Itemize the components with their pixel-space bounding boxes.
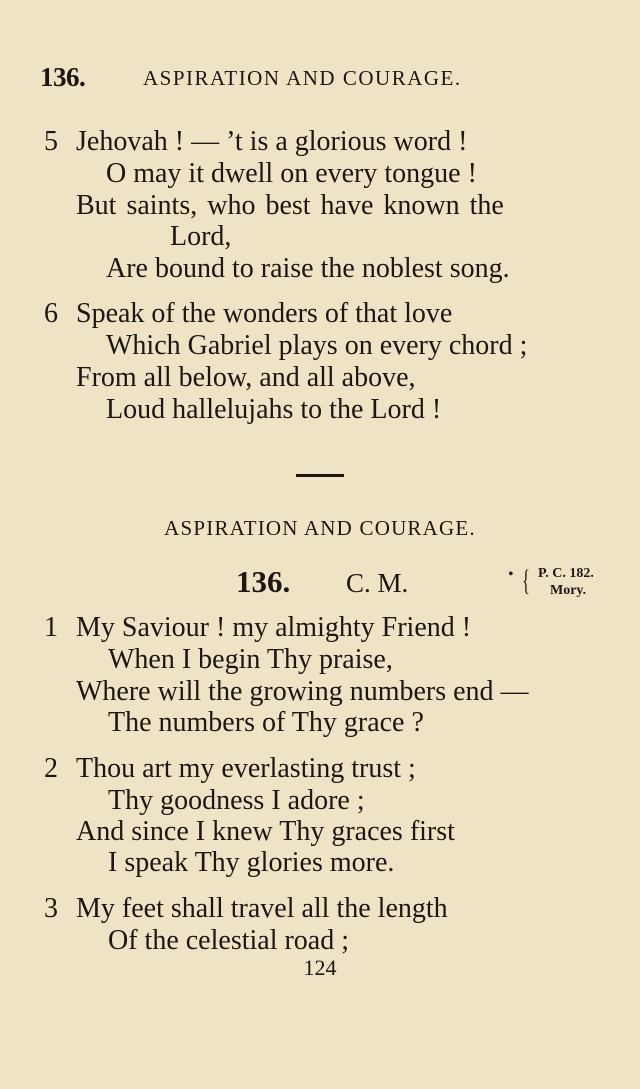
tune-ref-brace: { (522, 564, 530, 597)
section-title: ASPIRATION AND COURAGE. (164, 516, 476, 540)
verse-line: But saints, who best have known the (76, 190, 504, 221)
verse-line: The numbers of Thy grace ? (108, 707, 424, 738)
hymn-number: 136. (236, 564, 291, 599)
hymn-meter: C. M. (346, 568, 409, 598)
verse-line: And since I knew Thy graces first (76, 816, 455, 847)
verse-line: I speak Thy glories more. (108, 847, 395, 878)
tune-ref-line2: Mory. (550, 583, 587, 598)
verse-number: 2 (44, 753, 58, 784)
running-header (40, 62, 600, 96)
verse-line: Where will the growing numbers end — (76, 676, 529, 707)
verse-line: Loud hallelujahs to the Lord ! (106, 394, 442, 425)
hymn-heading (0, 562, 640, 606)
verse-number: 3 (44, 893, 58, 924)
verse-line: Thou art my everlasting trust ; (76, 753, 416, 784)
verse-number: 1 (44, 612, 58, 643)
page-number: 124 (303, 955, 337, 980)
verse-line: Speak of the wonders of that love (76, 298, 453, 329)
verse-line: O may it dwell on every tongue ! (106, 158, 477, 189)
verse-line: Which Gabriel plays on every chord ; (106, 330, 528, 361)
header-title: ASPIRATION AND COURAGE. (143, 66, 462, 90)
verse-line: When I begin Thy praise, (108, 644, 393, 675)
header-hymn-number: 136. (40, 62, 86, 92)
tune-ref-line1: P. C. 182. (538, 566, 594, 581)
tune-ref-bullet: • (508, 566, 514, 583)
verse-line: My feet shall travel all the length (76, 893, 448, 924)
verse-line: Jehovah ! — ’t is a glorious word ! (76, 126, 468, 157)
verse-number: 6 (44, 298, 58, 329)
verse-line: Lord, (170, 221, 232, 252)
verse-line: My Saviour ! my almighty Friend ! (76, 612, 472, 643)
verse-line: Thy goodness I adore ; (108, 785, 365, 816)
verse-line: Are bound to raise the noblest song. (106, 253, 510, 284)
verse-line: Of the celestial road ; (108, 925, 350, 956)
verse-number: 5 (44, 126, 58, 157)
verse-line: From all below, and all above, (76, 362, 416, 393)
section-divider (296, 474, 344, 477)
